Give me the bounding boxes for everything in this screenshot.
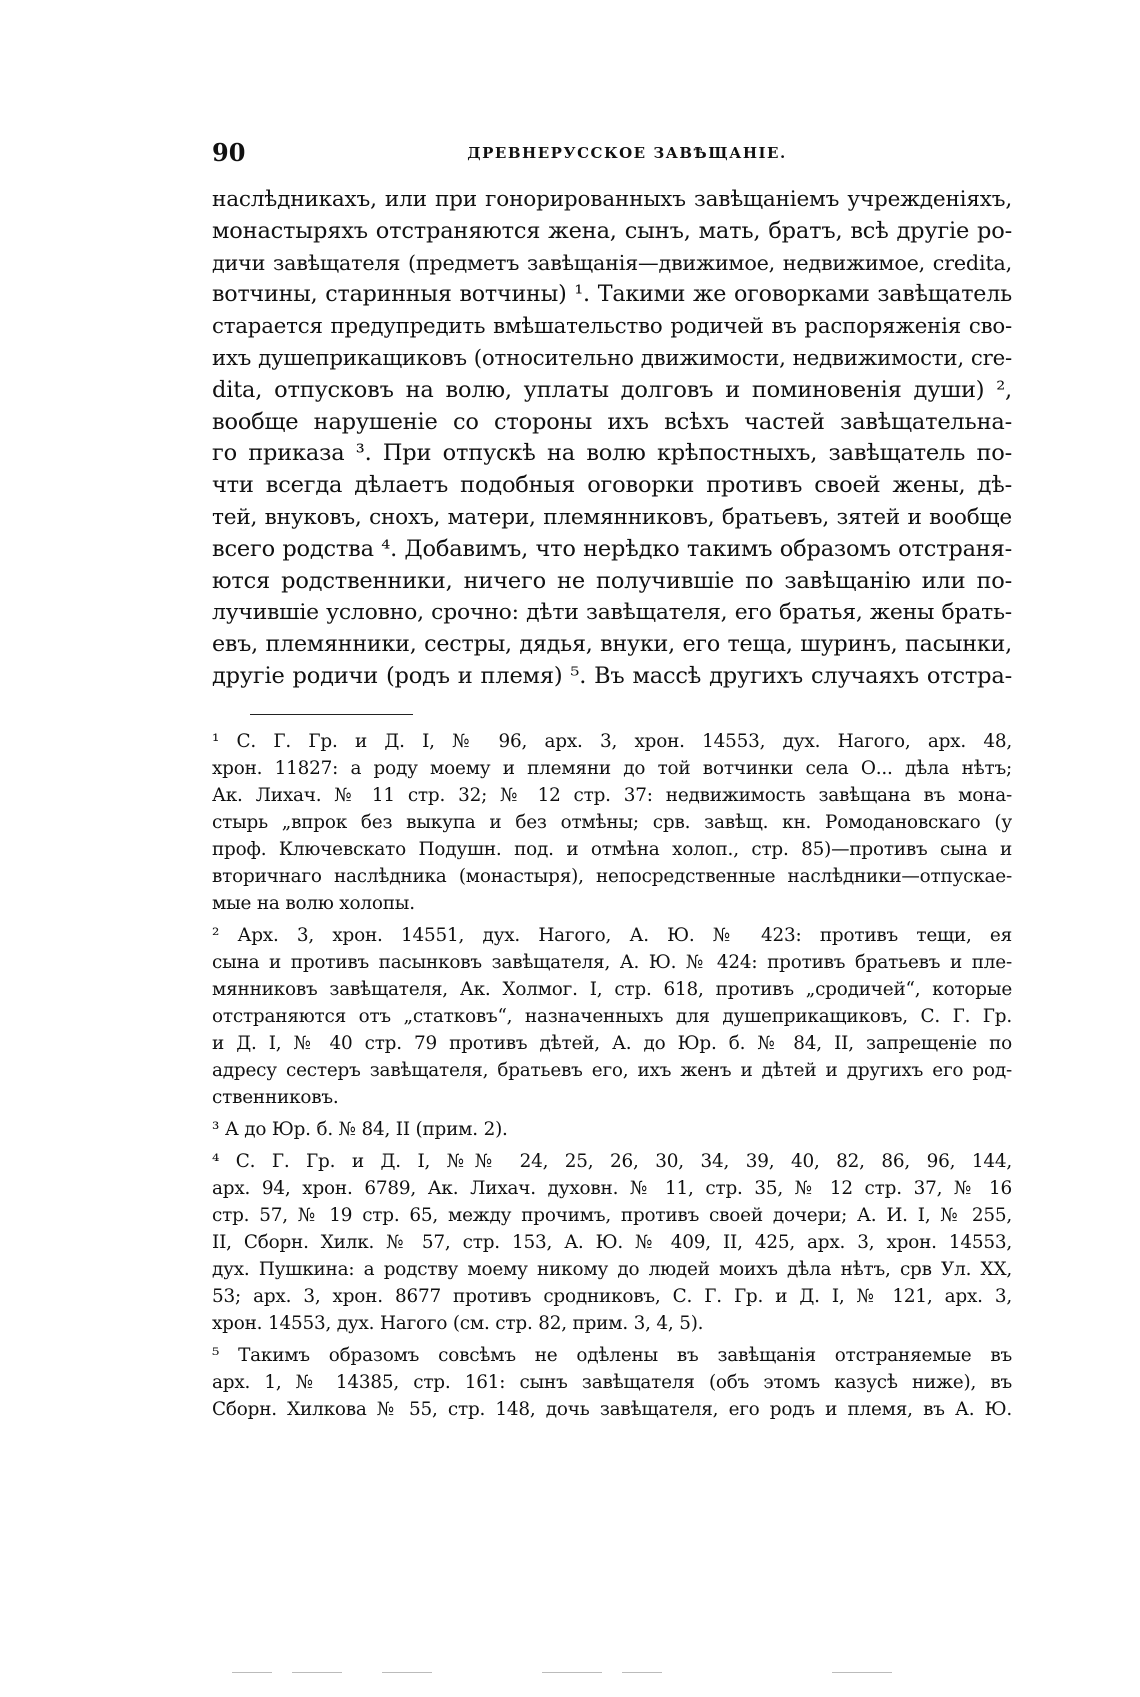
footnote-line: отстраняются отъ „статковъ“, назначенныхъ для душеприкащиковъ, С. Г. Гр. [212, 1006, 1012, 1027]
footnote-line: ственниковъ. [212, 1087, 339, 1108]
text-line: монастыряхъ отстраняются жена, сынъ, мать, братъ, всѣ другіе ро- [212, 217, 1012, 244]
scan-mark [292, 1672, 342, 1673]
text-line: всего родства ⁴. Добавимъ, что нерѣдко такимъ образомъ отстраня- [212, 535, 1012, 562]
footnote-line: хрон. 11827: а роду моему и племяни до той вотчинки села О... дѣла нѣтъ; [212, 758, 1012, 779]
footnote-1 [212, 728, 1012, 917]
footnote-2 [212, 922, 1012, 1111]
text-line: тей, внуковъ, снохъ, матери, племянниковъ, братьевъ, зятей и вообще [212, 504, 1012, 530]
text-line: евъ, племянники, сестры, дядья, внуки, его теща, шуринъ, пасынки, [212, 631, 1012, 658]
footnote-separator [250, 714, 413, 715]
text-line: ются родственники, ничего не получившіе по завѣщанію или по- [212, 567, 1012, 594]
footnote-line: 53; арх. 3, хрон. 8677 противъ сродниковъ, С. Г. Гр. и Д. I, № 121, арх. 3, [212, 1286, 1012, 1307]
text-line: другіе родичи (родъ и племя) ⁵. Въ массѣ другихъ случаяхъ отстра- [212, 662, 1012, 689]
footnote-5 [212, 1342, 1012, 1423]
scan-mark [382, 1672, 432, 1673]
text-line: dita, отпусковъ на волю, уплаты долговъ и поминовенія души) ², [212, 376, 1012, 403]
footnote-line: ³ А до Юр. б. № 84, II (прим. 2). [212, 1119, 508, 1140]
footnotes [212, 728, 1012, 1423]
page-number: 90 [212, 138, 246, 167]
footnote-line: арх. 94, хрон. 6789, Ак. Лихач. духовн. № 11, стр. 35, № 12 стр. 37, № 16 [212, 1178, 1012, 1199]
text-line: дичи завѣщателя (предметъ завѣщанія—движимое, недвижимое, credita, [212, 250, 1012, 275]
footnote-line: ⁵ Такимъ образомъ совсѣмъ не одѣлены въ завѣщанія отстраняемые въ [212, 1345, 1012, 1366]
text-line: старается предупредить вмѣшательство родичей въ распоряженія сво- [212, 314, 1012, 340]
footnote-line: арх. 1, № 14385, стр. 161: сынъ завѣщателя (объ этомъ казусѣ ниже), въ [212, 1372, 1012, 1393]
footnote-line: мянниковъ завѣщателя, Ак. Холмог. I, стр. 618, противъ „сродичей“, которые [212, 979, 1012, 1000]
text-line: лучившіе условно, срочно: дѣти завѣщателя, его братья, жены брать- [212, 600, 1012, 626]
footnote-line: хрон. 14553, дух. Нагого (см. стр. 82, прим. 3, 4, 5). [212, 1313, 704, 1334]
text-line: го приказа ³. При отпускѣ на волю крѣпостныхъ, завѣщатель по- [212, 440, 1012, 467]
footnote-line: Сборн. Хилкова № 55, стр. 148, дочь завѣщателя, его родъ и племя, въ А. Ю. [212, 1399, 1012, 1420]
footnote-line: сына и противъ пасынковъ завѣщателя, А. Ю. № 424: противъ братьевъ и пле- [212, 952, 1012, 973]
running-title: ДРЕВНЕРУССКОЕ ЗАВѢЩАНІЕ. [467, 144, 787, 162]
footnote-line: ¹ С. Г. Гр. и Д. I, № 96, арх. 3, хрон. 14553, дух. Нагого, арх. 48, [212, 731, 1012, 752]
footnote-line: стырь „впрок без выкупа и без отмѣны; срв. завѣщ. кн. Ромодановскаго (у [212, 812, 1012, 833]
footnote-line: Ак. Лихач. № 11 стр. 32; № 12 стр. 37: недвижимость завѣщана въ мона- [212, 785, 1012, 806]
footnote-line: стр. 57, № 19 стр. 65, между прочимъ, противъ своей дочери; А. И. I, № 255, [212, 1205, 1012, 1226]
scan-mark [832, 1672, 892, 1673]
text-line: чти всегда дѣлаетъ подобныя оговорки противъ своей жены, дѣ- [212, 472, 1012, 499]
text-line: наслѣдникахъ, или при гонорированныхъ завѣщаніемъ учрежденіяхъ, [212, 187, 1012, 212]
main-text [212, 184, 1012, 693]
footnote-line: ⁴ С. Г. Гр. и Д. I, №№ 24, 25, 26, 30, 34, 39, 40, 82, 86, 96, 144, [212, 1151, 1012, 1172]
scan-mark [542, 1672, 602, 1673]
footnote-line: проф. Ключевскато Подушн. под. и отмѣна холоп., стр. 85)—противъ сына и [212, 839, 1012, 860]
text-line: вотчины, старинныя вотчины) ¹. Такими же оговорками завѣщатель [212, 281, 1012, 308]
footnote-line: мые на волю холопы. [212, 893, 415, 914]
scan-artifacts [212, 1672, 1012, 1678]
footnote-line: и Д. I, № 40 стр. 79 противъ дѣтей, А. до Юр. б. № 84, II, запрещеніе по [212, 1033, 1012, 1054]
footnote-line: адресу сестеръ завѣщателя, братьевъ его, ихъ женъ и дѣтей и другихъ его род- [212, 1060, 1012, 1081]
footnote-4 [212, 1148, 1012, 1337]
footnote-line: дух. Пушкина: а родству моему никому до людей моихъ дѣла нѣтъ, срв Ул. XX, [212, 1259, 1012, 1280]
text-line: ихъ душеприкащиковъ (относительно движимости, недвижимости, cre- [212, 345, 1012, 371]
footnote-3 [212, 1116, 1012, 1143]
footnote-line: вторичнаго наслѣдника (монастыря), непосредственные наслѣдники—отпускае- [212, 866, 1012, 887]
footnote-line: II, Сборн. Хилк. № 57, стр. 153, А. Ю. № 409, II, 425, арх. 3, хрон. 14553, [212, 1232, 1012, 1253]
footnote-line: ² Арх. 3, хрон. 14551, дух. Нагого, А. Ю. № 423: противъ тещи, ея [212, 925, 1012, 946]
page-header [212, 138, 1012, 168]
text-line: вообще нарушеніе со стороны ихъ всѣхъ частей завѣщательна- [212, 408, 1012, 435]
scan-mark [232, 1672, 272, 1673]
scan-mark [622, 1672, 662, 1673]
